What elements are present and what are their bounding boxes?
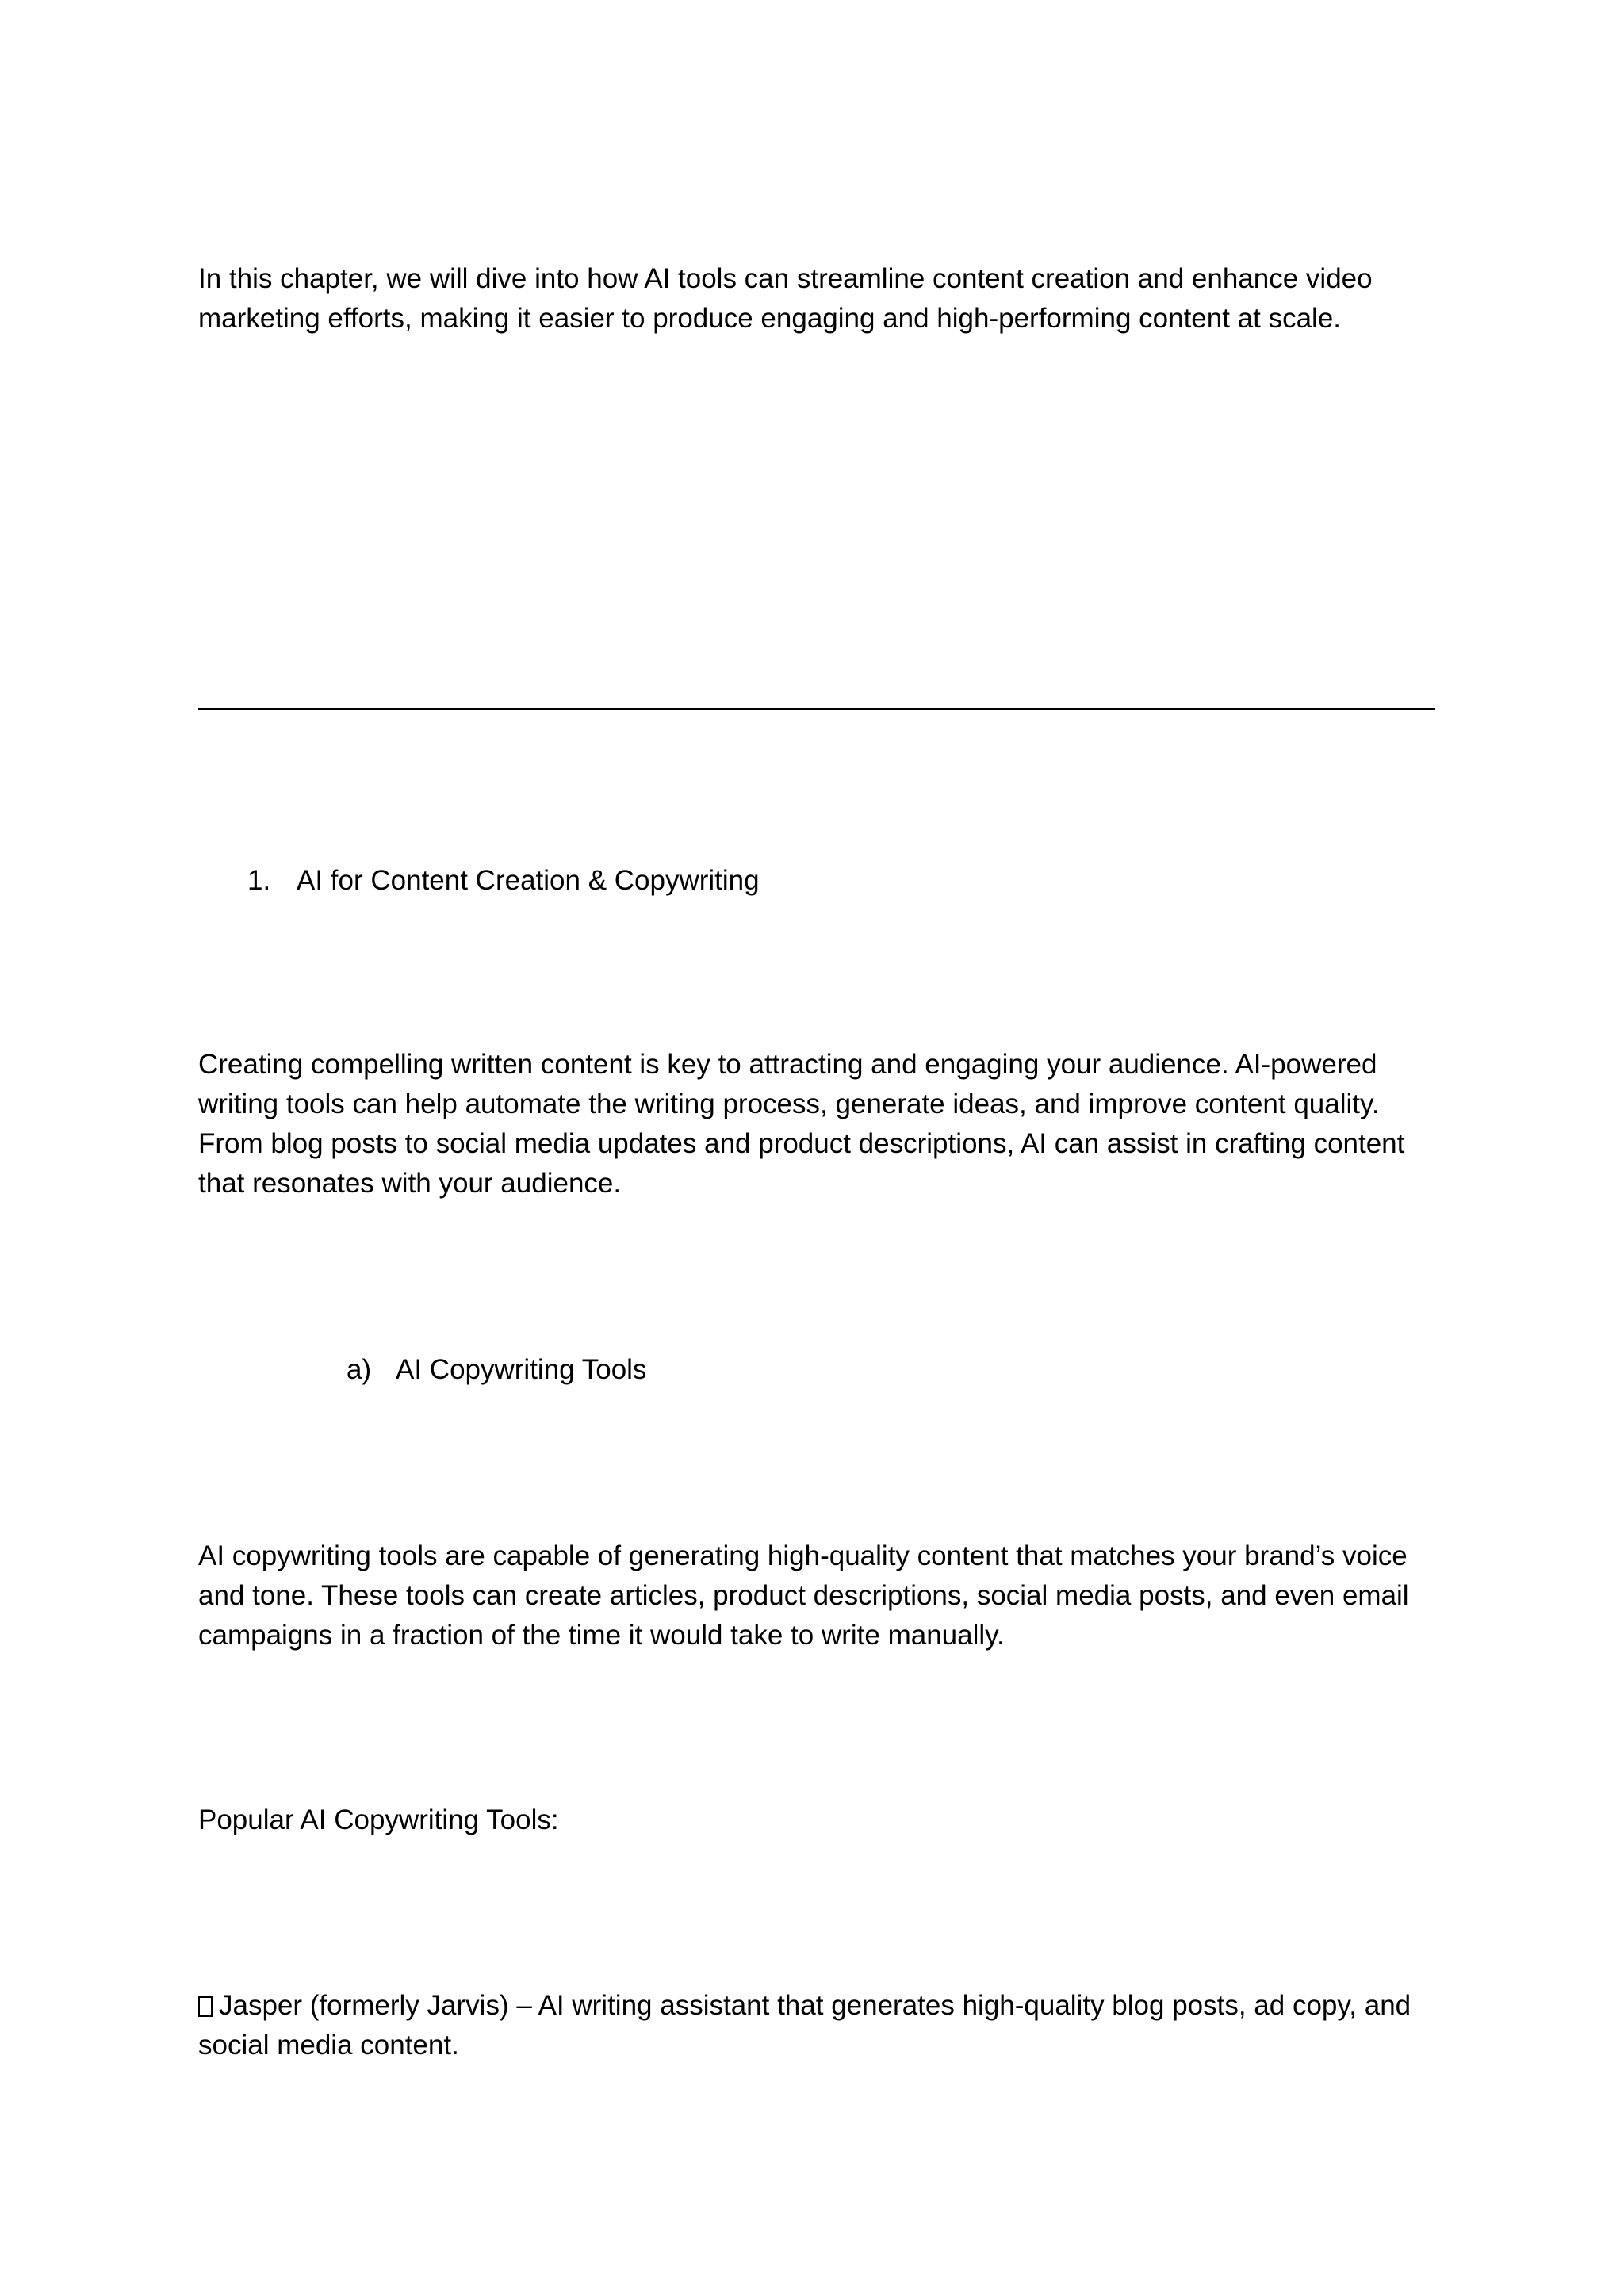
horizontal-divider — [198, 708, 1435, 710]
section-title: AI for Content Creation & Copywriting — [297, 865, 760, 896]
section-number: 1. — [247, 865, 271, 896]
tool-item-text: Jasper (formerly Jarvis) – AI writing assistant that generates high-quality blog posts, ad copy, and social media content. — [198, 1990, 1411, 2061]
section-1-paragraph: Creating compelling written content is key to attracting and engaging your audience. AI-powered writing tools can help automate the writing process, generate ideas, and improve content quality. From blog posts to social media updates and product descriptions, AI can assist in crafting content that resonates with your audience. — [198, 1049, 1405, 1199]
section-heading-1 — [247, 861, 760, 901]
subsection-title: AI Copywriting Tools — [396, 1354, 647, 1385]
popular-tools-heading: Popular AI Copywriting Tools: — [198, 1804, 559, 1835]
subsection-marker: a) — [347, 1354, 372, 1385]
tool-list-item — [198, 1986, 1435, 2065]
subsection-heading-a — [347, 1350, 646, 1390]
intro-paragraph: In this chapter, we will dive into how AI tools can streamline content creation and enhance video marketing efforts, making it easier to produce engaging and high-performing content at scale. — [198, 263, 1373, 334]
missing-glyph-box-icon — [198, 1996, 213, 2017]
subsection-a-paragraph: AI copywriting tools are capable of generating high-quality content that matches your brand’s voice and tone. These tools can create articles, product descriptions, social media posts, and even email campaigns in a fraction of the time it would take to write manually. — [198, 1540, 1409, 1651]
